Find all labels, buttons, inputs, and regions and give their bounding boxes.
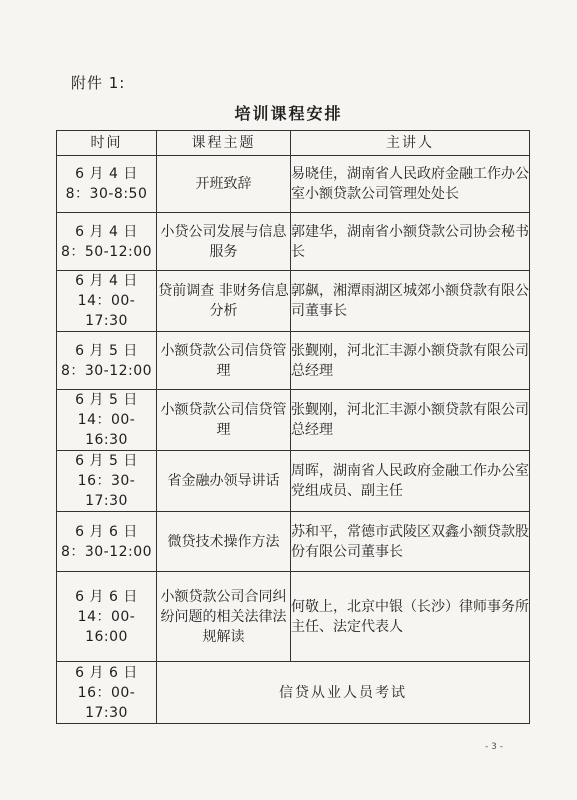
topic-cell: 开班致辞 [157,156,291,213]
table-row [57,332,530,390]
exam-cell: 信贷从业人员考试 [157,662,530,724]
topic-cell: 微贷技术操作方法 [157,512,291,572]
topic-cell: 小额贷款公司合同纠纷问题的相关法律法规解读 [157,572,291,662]
date-text: 6 月 4 日 [75,166,138,182]
speaker-cell: 易晓佳，湖南省人民政府金融工作办公室小额贷款公司管理处处长 [291,156,530,213]
header-speaker: 主讲人 [291,131,530,156]
time-text: 14：00-16:30 [77,412,136,448]
time-text: 16：00-17:30 [77,684,136,721]
table-row [57,271,530,332]
time-cell [57,572,157,662]
speaker-cell: 何敬上，北京中银（长沙）律师事务所主任、法定代表人 [291,572,530,662]
attachment-label: 附件 1: [71,74,126,92]
date-text: 6 月 4 日 [75,223,138,240]
date-text: 6 月 4 日 [75,273,138,289]
time-cell [57,213,157,271]
table-row [57,390,530,451]
speaker-cell: 苏和平，常德市武陵区双鑫小额贷款股份有限公司董事长 [291,512,530,572]
table-row [57,156,530,213]
table-row [57,572,530,662]
table-row [57,451,530,512]
time-text: 8：30-12:00 [60,543,153,560]
time-text: 8：50-12:00 [60,243,153,260]
date-text: 6 月 6 日 [75,664,138,681]
header-time: 时间 [57,131,157,156]
time-cell [57,271,157,332]
time-text: 14：00-16:00 [77,608,136,645]
page-title: 培训课程安排 [234,104,343,123]
table-row [57,662,530,724]
date-text: 6 月 6 日 [75,588,138,605]
topic-cell: 小额贷款公司信贷管理 [157,332,291,390]
date-text: 6 月 6 日 [75,523,138,540]
speaker-cell: 郭建华，湖南省小额贷款公司协会秘书长 [291,213,530,271]
time-cell [57,156,157,213]
table-header-row [57,131,530,156]
time-cell [57,662,157,724]
time-text: 14：00-17:30 [77,293,136,329]
topic-cell: 小贷公司发展与信息服务 [157,213,291,271]
time-cell [57,332,157,390]
header-topic: 课程主题 [157,131,291,156]
table-row [57,213,530,271]
topic-cell: 贷前调查 非财务信息分析 [157,271,291,332]
schedule-table [56,130,530,724]
date-text: 6 月 5 日 [75,392,138,408]
speaker-cell: 张觐刚，河北汇丰源小额贷款有限公司总经理 [291,332,530,390]
time-cell [57,451,157,512]
page-number: - 3 - [485,742,503,752]
speaker-cell: 周晖，湖南省人民政府金融工作办公室党组成员、副主任 [291,451,530,512]
speaker-cell: 郭飙，湘潭雨湖区城郊小额贷款有限公司董事长 [291,271,530,332]
topic-cell: 小额贷款公司信贷管理 [157,390,291,451]
topic-cell: 省金融办领导讲话 [157,451,291,512]
time-cell [57,512,157,572]
time-text: 8：30-12:00 [60,362,153,379]
speaker-cell: 张觐刚，河北汇丰源小额贷款有限公司总经理 [291,390,530,451]
time-text: 8：30-8:50 [65,186,148,202]
date-text: 6 月 5 日 [75,342,138,359]
time-text: 16：30-17:30 [77,473,136,509]
time-cell [57,390,157,451]
table-row [57,512,530,572]
date-text: 6 月 5 日 [75,453,138,469]
